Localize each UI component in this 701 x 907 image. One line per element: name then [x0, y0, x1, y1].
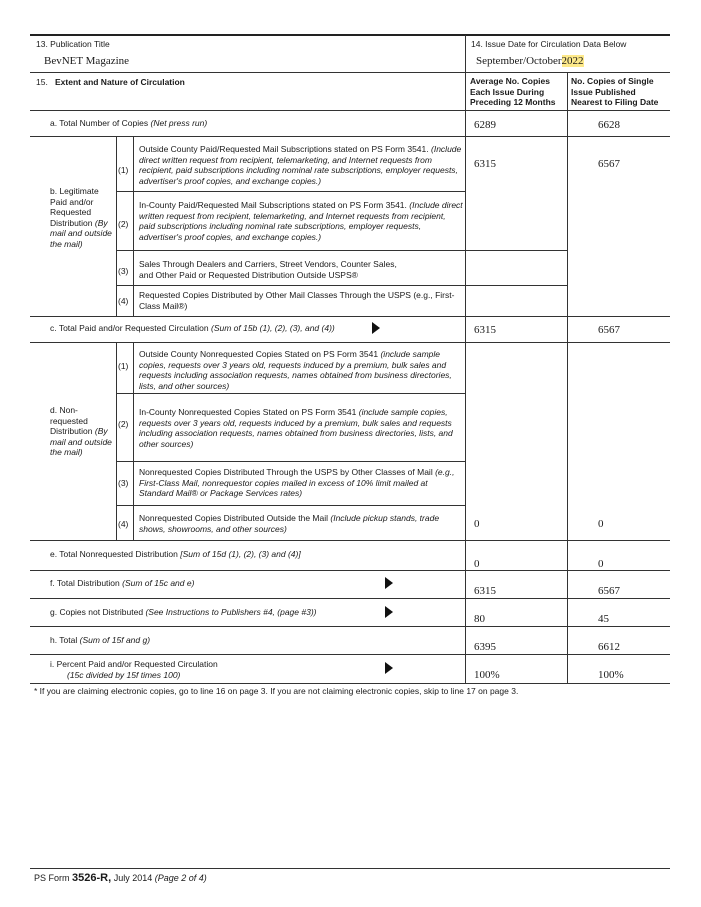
d4-single: 0	[598, 518, 604, 530]
pub-title-value: BevNET Magazine	[44, 55, 130, 67]
row-f-single: 6567	[598, 585, 620, 597]
rule-h	[30, 654, 670, 655]
row-c-single: 6567	[598, 324, 620, 336]
col-divider-avg	[465, 35, 466, 683]
col-single-header: No. Copies of Single Issue Published Nearest to Filing Date	[571, 76, 659, 107]
b-num-right	[133, 137, 134, 316]
rule-b2	[116, 250, 568, 251]
d3-num: (3)	[118, 478, 129, 488]
b3-num: (3)	[118, 266, 129, 276]
issue-date-value: September/October2022	[476, 55, 584, 67]
row-h-single: 6612	[598, 641, 620, 653]
row-a-label: a. Total Number of Copies (Net press run)	[50, 118, 208, 128]
row-f-arrow-icon	[385, 577, 393, 589]
section15-number: 15.	[36, 77, 48, 87]
rule-d1	[116, 393, 466, 394]
d2-num: (2)	[118, 419, 129, 429]
b-num-left	[116, 137, 117, 316]
rule-e	[30, 570, 670, 571]
b1-single: 6567	[598, 158, 620, 170]
footer-form-line: PS Form 3526-R, July 2014 (Page 2 of 4)	[34, 872, 207, 884]
b2-num: (2)	[118, 219, 129, 229]
rule-c	[30, 342, 670, 343]
row-i-single: 100%	[598, 669, 624, 681]
d-num-right	[133, 343, 134, 540]
row-f-label: f. Total Distribution (Sum of 15c and e)	[50, 578, 195, 588]
row-g-arrow-icon	[385, 606, 393, 618]
row-c-label: c. Total Paid and/or Requested Circulation (Sum of 15b (1), (2), (3), and (4))	[50, 323, 335, 333]
row-e-single: 0	[598, 558, 604, 570]
d4-text: Nonrequested Copies Distributed Outside the Mail (Include pickup stands, trade shows, showrooms, and other sources)	[139, 513, 440, 534]
rule-g	[30, 626, 670, 627]
row-e-label: e. Total Nonrequested Distribution [Sum of 15d (1), (2), (3) and (4)]	[50, 549, 301, 559]
row-g-single: 45	[598, 613, 609, 625]
rule-d	[30, 540, 670, 541]
d2-text: In-County Nonrequested Copies Stated on PS Form 3541 (include sample copies, requests over 3 years old, requests induced by a premium, bulk sales and requests including association requests, names obtained from business directories, lists, and other sources)	[139, 407, 453, 449]
b4-text: Requested Copies Distributed by Other Mail Classes Through the USPS (e.g., First-Class Mail®)	[139, 290, 455, 311]
row-i-label: i. Percent Paid and/or Requested Circulation (15c divided by 15f times 100)	[50, 659, 218, 680]
row-e-avg: 0	[474, 558, 480, 570]
rule-f	[30, 598, 670, 599]
d1-text: Outside County Nonrequested Copies Stated on PS Form 3541 (include sample copies, requests over 3 years old, requests induced by a premium, bulk sales and requests including association requests, names obtained from business directories, lists, and other sources)	[139, 349, 452, 391]
rule-header	[30, 72, 670, 73]
row-i-avg: 100%	[474, 669, 500, 681]
row-g-avg: 80	[474, 613, 485, 625]
b1-avg: 6315	[474, 158, 496, 170]
d-num-left	[116, 343, 117, 540]
b1-num: (1)	[118, 165, 129, 175]
row-a-single: 6628	[598, 119, 620, 131]
b1-text: Outside County Paid/Requested Mail Subscriptions stated on PS Form 3541. (Include direct written request from recipient, telemarketing, and Internet requests from recipient, paid subscriptions including nominal rate subscriptions, employer requests, advertiser's proof copies, and exchange copies.)	[139, 144, 462, 186]
b4-num: (4)	[118, 296, 129, 306]
row-h-label: h. Total (Sum of 15f and g)	[50, 635, 151, 645]
top-rule	[30, 34, 670, 36]
row-f-avg: 6315	[474, 585, 496, 597]
footnote: * If you are claiming electronic copies, go to line 16 on page 3. If you are not claiming electronic copies, skip to line 17 on page 3.	[34, 686, 519, 696]
rule-d3	[116, 505, 466, 506]
row-h-avg: 6395	[474, 641, 496, 653]
col-avg-header: Average No. Copies Each Issue During Preceding 12 Months	[470, 76, 556, 107]
rule-b	[30, 316, 670, 317]
rule-b3	[116, 285, 568, 286]
row-c-avg: 6315	[474, 324, 496, 336]
rule-i	[30, 683, 670, 684]
b3-text: Sales Through Dealers and Carriers, Street Vendors, Counter Sales, and Other Paid or Requested Distribution Outside USPS®	[139, 259, 397, 280]
d3-text: Nonrequested Copies Distributed Through the USPS by Other Classes of Mail (e.g., First-Class Mail, nonrequestor copies mailed in excess of 10% limit mailed at Standard Mail® or Package Services rates)	[139, 467, 455, 498]
rule-colheads	[30, 110, 670, 111]
d4-avg: 0	[474, 518, 480, 530]
footer-rule	[30, 868, 670, 869]
issue-date-label: 14. Issue Date for Circulation Data Below	[471, 39, 627, 49]
d-group-label: d. Non-requested Distribution (By mail and outside the mail)	[50, 405, 112, 457]
row-g-label: g. Copies not Distributed (See Instructions to Publishers #4, (page #3))	[50, 607, 317, 617]
issue-date-year: 2022	[561, 55, 584, 67]
row-i-arrow-icon	[385, 662, 393, 674]
col-divider-single	[567, 73, 568, 683]
d1-num: (1)	[118, 361, 129, 371]
d4-num: (4)	[118, 519, 129, 529]
row-a-avg: 6289	[474, 119, 496, 131]
section15-title: Extent and Nature of Circulation	[55, 77, 185, 87]
b-group-label: b. Legitimate Paid and/or Requested Distribution (By mail and outside the mail)	[50, 186, 112, 249]
rule-a	[30, 136, 670, 137]
rule-d2	[116, 461, 466, 462]
rule-b1	[116, 191, 466, 192]
pub-title-label: 13. Publication Title	[36, 39, 110, 49]
row-c-arrow-icon	[372, 322, 380, 334]
b2-text: In-County Paid/Requested Mail Subscriptions stated on PS Form 3541. (Include direct written request from recipient, telemarketing, and Internet requests from recipient, paid subscriptions including nominal rate subscriptions, employer requests, advertiser's proof copies, and exchange copies.)	[139, 200, 463, 242]
